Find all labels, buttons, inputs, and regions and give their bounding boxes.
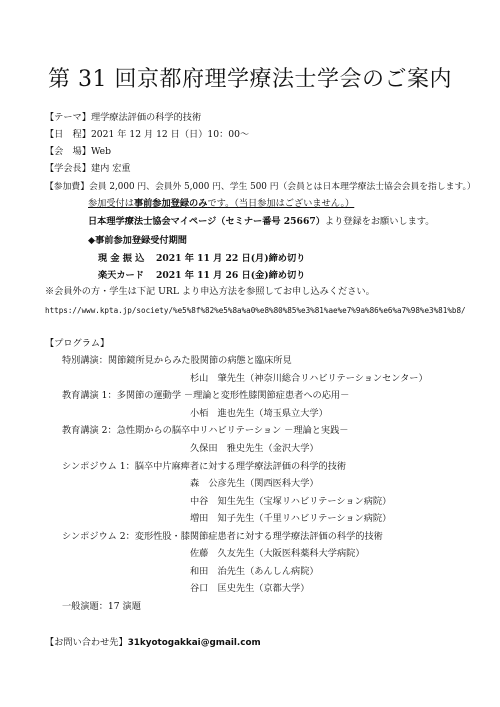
card-label: 楽天カード	[98, 270, 144, 281]
venue-row	[45, 146, 111, 158]
info-url[interactable]: https://www.kpta.jp/society/%e5%8f%82%e5%8a%a0%e8%80%85%e3%81%ae%e7%9a%86%e6%a7%98%e3%81%b8/	[45, 306, 466, 315]
program-line: 和田 治先生（あんしん病院）	[190, 566, 319, 577]
reg-notice-a: 参加受付は	[88, 198, 134, 209]
program-line: 杉山 肇先生（神奈川総合リハビリテーションセンター）	[190, 373, 428, 384]
program-line: 谷口 匡史先生（京都大学）	[190, 583, 310, 594]
president-row	[45, 163, 131, 175]
period-title: ◆事前参加登録受付期間	[88, 235, 187, 246]
reg-notice-b: 事前参加登録のみ	[133, 198, 208, 209]
date-label: 【日 程】	[45, 129, 91, 140]
venue-value: Web	[90, 146, 111, 157]
program-line: 特別講演：関節鏡所見からみた股関節の病態と臨床所見	[62, 355, 292, 366]
mypage-b: より登録をお願いします。	[324, 216, 435, 227]
reg-notice-c: です。（当日参加はございません。）	[207, 198, 355, 209]
fee-label: 【参加費】	[45, 182, 89, 192]
program-line: 小栢 進也先生（埼玉県立大学）	[190, 408, 328, 419]
president-value: 建内 宏重	[90, 163, 131, 174]
program-line: 久保田 雅史先生（金沢大学）	[190, 443, 319, 454]
president-label: 【学会長】	[45, 163, 91, 174]
program-heading: 【プログラム】	[45, 338, 110, 349]
mypage-line	[88, 216, 434, 228]
cash-label: 現 金 振 込	[98, 253, 145, 264]
program-line: シンポジウム 2：変形性股・膝関節症患者に対する理学療法評価の科学的技術	[62, 531, 383, 542]
program-line: 一般演題：17 演題	[62, 601, 141, 612]
program-line: 中谷 知生先生（宝塚リハビリテーション病院）	[190, 496, 392, 507]
card-value: 2021 年 11 月 26 日(金)締め切り	[156, 270, 306, 281]
nonmember-note: ※会員外の方・学生は下記 URL より申込方法を参照してお申し込みください。	[45, 286, 375, 297]
venue-label: 【会 場】	[45, 146, 91, 157]
theme-label: 【テーマ】	[45, 112, 91, 123]
page-title: 第 31 回京都府理学療法士学会のご案内	[48, 67, 452, 92]
program-line: 教育講演 2：急性期からの脳卒中リハビリテーション －理論と実践－	[62, 425, 349, 436]
program-line: シンポジウム 1：脳卒中片麻痺者に対する理学療法評価の科学的技術	[62, 461, 347, 472]
program-line: 佐藤 久友先生（大阪医科薬科大学病院）	[190, 548, 365, 559]
mypage-a: 日本理学療法士協会マイページ（セミナー番号 25667）	[88, 216, 325, 227]
program-line: 森 公彦先生（関西医科大学）	[190, 478, 319, 489]
cash-value: 2021 年 11 月 22 日(月)締め切り	[156, 253, 306, 264]
contact-email[interactable]: 31kyotogakkai@gmail.com	[127, 638, 261, 648]
contact-label: 【お問い合わせ先】	[45, 637, 128, 648]
registration-notice	[88, 198, 354, 210]
theme-row	[45, 112, 201, 124]
program-line: 教育講演 1：多関節の運動学 －理論と変形性膝関節症患者への応用－	[62, 390, 350, 401]
card-row	[98, 270, 305, 282]
contact-row	[45, 637, 261, 649]
theme-value: 理学療法評価の科学的技術	[90, 112, 202, 123]
date-value: 2021 年 12 月 12 日（日）10：00～	[90, 129, 250, 140]
fee-value: 会員 2,000 円、会員外 5,000 円、学生 500 円（会員とは日本理学療法士協会会員を指します。）	[89, 182, 476, 192]
date-row	[45, 129, 249, 141]
fee-row	[45, 181, 476, 193]
cash-row	[98, 253, 305, 265]
program-line: 増田 知子先生（千里リハビリテーション病院）	[190, 513, 392, 524]
